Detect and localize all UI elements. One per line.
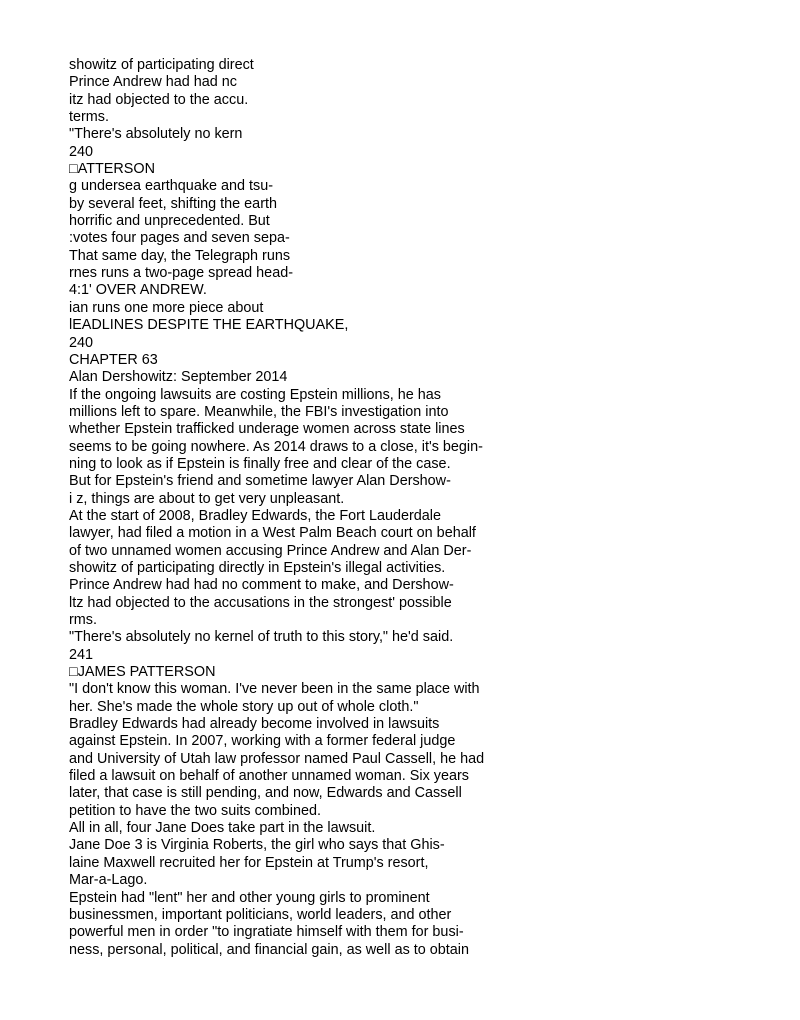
text-line: terms.	[69, 109, 109, 126]
text-line: powerful men in order "to ingratiate himself with them for busi-	[69, 924, 464, 941]
text-line: rnes runs a two-page spread head-	[69, 265, 293, 282]
text-block	[69, 57, 769, 959]
running-header: □ATTERSON	[69, 161, 155, 178]
running-header: □JAMES PATTERSON	[69, 664, 216, 681]
text-line: Prince Andrew had had nc	[69, 74, 238, 91]
page-number: 241	[69, 646, 94, 663]
page-number: 240	[69, 334, 94, 351]
text-line: filed a lawsuit on behalf of another unnamed woman. Six years	[69, 768, 469, 785]
text-line: i z, things are about to get very unpleasant.	[69, 490, 345, 507]
text-line: horrific and unprecedented. But	[69, 213, 270, 230]
text-line: seems to be going nowhere. As 2014 draws to a close, it's begin-	[69, 438, 483, 455]
text-line: All in all, four Jane Does take part in the lawsuit.	[69, 820, 376, 837]
chapter-heading: CHAPTER 63	[69, 351, 158, 368]
text-line: by several feet, shifting the earth	[69, 195, 277, 212]
text-line: ltz had objected to the accusations in the strongest' possible	[69, 594, 452, 611]
text-line: 4:1' OVER ANDREW.	[69, 282, 207, 299]
text-line: of two unnamed women accusing Prince Andrew and Alan Der-	[69, 542, 472, 559]
text-line: laine Maxwell recruited her for Epstein at Trump's resort,	[69, 854, 429, 871]
text-line: millions left to spare. Meanwhile, the FBI's investigation into	[69, 403, 449, 420]
text-line: petition to have the two suits combined.	[69, 802, 321, 819]
text-line: businessmen, important politicians, world leaders, and other	[69, 906, 452, 923]
text-line: her. She's made the whole story up out of whole cloth."	[69, 698, 419, 715]
text-line: "There's absolutely no kern	[69, 126, 243, 143]
text-line: g undersea earthquake and tsu-	[69, 178, 274, 195]
text-line: lEADLINES DESPITE THE EARTHQUAKE,	[69, 317, 349, 334]
text-line: But for Epstein's friend and sometime lawyer Alan Dershow-	[69, 473, 451, 490]
text-line: lawyer, had filed a motion in a West Palm Beach court on behalf	[69, 525, 476, 542]
text-line: "I don't know this woman. I've never been in the same place with	[69, 681, 480, 698]
text-line: rms.	[69, 612, 97, 628]
text-line: ness, personal, political, and financial gain, as well as to obtain	[69, 941, 469, 958]
text-line: showitz of participating directly in Epstein's illegal activities.	[69, 559, 446, 576]
text-line: Bradley Edwards had already become involved in lawsuits	[69, 716, 440, 733]
page-number: 240	[69, 143, 94, 160]
text-line: Prince Andrew had had no comment to make, and Dershow-	[69, 577, 454, 594]
text-line: :votes four pages and seven sepa-	[69, 230, 290, 247]
text-line: against Epstein. In 2007, working with a former federal judge	[69, 733, 456, 750]
chapter-subtitle: Alan Dershowitz: September 2014	[69, 369, 288, 386]
text-line: "There's absolutely no kernel of truth to this story," he'd said.	[69, 629, 454, 646]
text-line: later, that case is still pending, and now, Edwards and Cassell	[69, 785, 462, 802]
text-line: Mar-a-Lago.	[69, 872, 148, 889]
text-line: showitz of participating direct	[69, 57, 254, 73]
text-line: If the ongoing lawsuits are costing Epstein millions, he has	[69, 386, 441, 403]
text-line: Jane Doe 3 is Virginia Roberts, the girl who says that Ghis-	[69, 837, 445, 854]
text-line: Epstein had "lent" her and other young girls to prominent	[69, 889, 430, 906]
text-line: and University of Utah law professor named Paul Cassell, he had	[69, 750, 485, 767]
text-line: That same day, the Telegraph runs	[69, 247, 291, 264]
text-line: ian runs one more piece about	[69, 299, 264, 316]
text-line: At the start of 2008, Bradley Edwards, the Fort Lauderdale	[69, 507, 441, 524]
text-line: ning to look as if Epstein is finally free and clear of the case.	[69, 455, 451, 472]
text-line: itz had objected to the accu.	[69, 91, 249, 108]
text-line: whether Epstein trafficked underage women across state lines	[69, 421, 465, 438]
